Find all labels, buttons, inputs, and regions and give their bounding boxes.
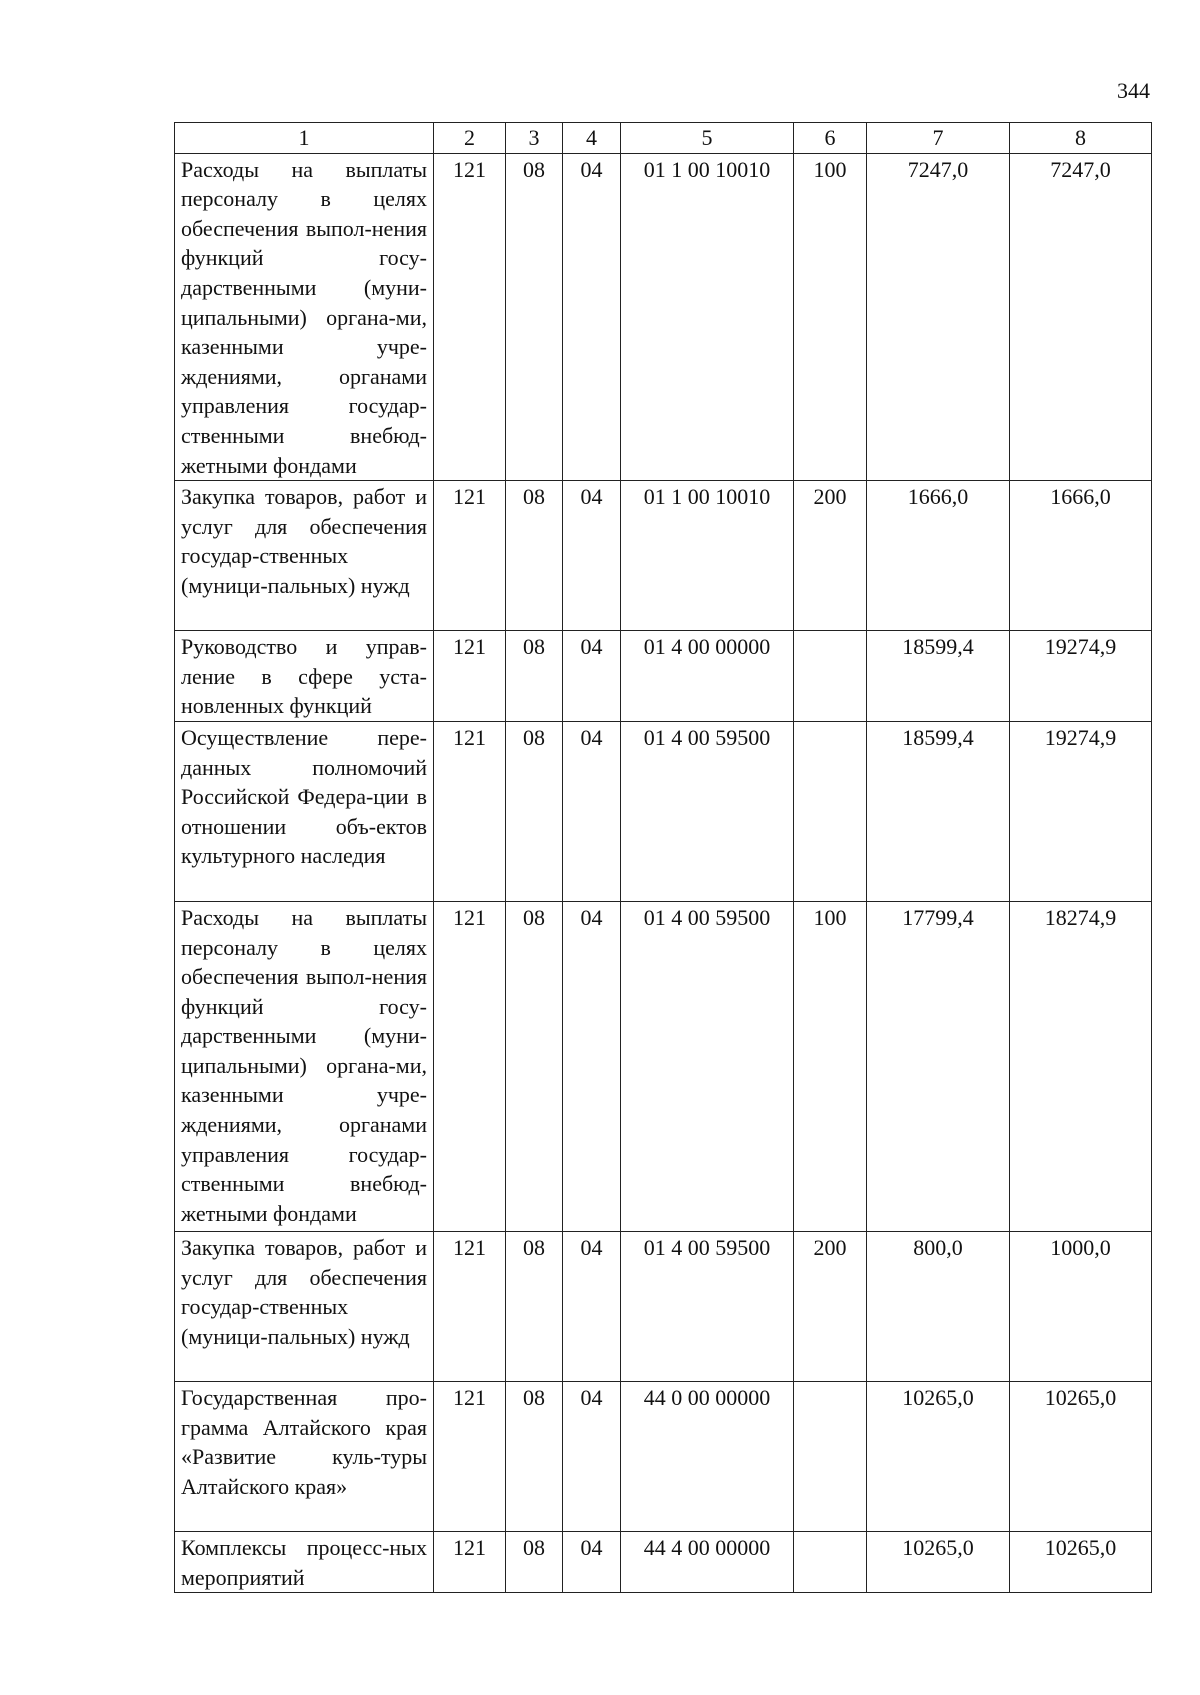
cell-subsection: 04 — [563, 721, 621, 901]
cell-expense-type: 200 — [794, 481, 867, 631]
cell-amount-year2: 10265,0 — [1010, 1381, 1152, 1531]
column-header: 5 — [621, 123, 794, 154]
cell-amount-year2: 1666,0 — [1010, 481, 1152, 631]
cell-target-article: 01 4 00 59500 — [621, 1231, 794, 1381]
cell-section: 08 — [506, 481, 563, 631]
cell-amount-year2: 19274,9 — [1010, 721, 1152, 901]
table-row — [175, 481, 1152, 631]
cell-subsection: 04 — [563, 901, 621, 1231]
cell-section: 08 — [506, 721, 563, 901]
expense-name: Закупка товаров, работ и услуг для обеспечения государ-ственных (муници-пальных) нужд — [175, 1231, 434, 1381]
column-header: 7 — [867, 123, 1010, 154]
cell-target-article: 44 0 00 00000 — [621, 1381, 794, 1531]
cell-ministry-code: 121 — [434, 1531, 506, 1592]
table-row — [175, 1531, 1152, 1592]
cell-amount-year2: 19274,9 — [1010, 631, 1152, 722]
column-header: 1 — [175, 123, 434, 154]
cell-expense-type — [794, 631, 867, 722]
cell-subsection: 04 — [563, 1531, 621, 1592]
expense-name: Руководство и управ-ление в сфере уста-новленных функций — [175, 631, 434, 722]
column-header: 8 — [1010, 123, 1152, 154]
cell-target-article: 44 4 00 00000 — [621, 1531, 794, 1592]
cell-expense-type: 100 — [794, 901, 867, 1231]
page-number: 344 — [1117, 78, 1150, 103]
cell-target-article: 01 4 00 00000 — [621, 631, 794, 722]
cell-amount-year1: 10265,0 — [867, 1381, 1010, 1531]
budget-table — [174, 122, 1152, 1593]
cell-amount-year1: 800,0 — [867, 1231, 1010, 1381]
cell-amount-year2: 10265,0 — [1010, 1531, 1152, 1592]
cell-target-article: 01 4 00 59500 — [621, 901, 794, 1231]
expense-name: Расходы на выплаты персоналу в целях обеспечения выпол-нения функций госу-дарственными (муни-ципальными) органа-ми, казенными учре-ждениями, органами управления государ-ственными внебюд-жетными фондами — [175, 153, 434, 481]
cell-amount-year1: 1666,0 — [867, 481, 1010, 631]
cell-amount-year1: 18599,4 — [867, 631, 1010, 722]
cell-section: 08 — [506, 1231, 563, 1381]
cell-amount-year1: 18599,4 — [867, 721, 1010, 901]
expense-name: Государственная про-грамма Алтайского края «Развитие куль-туры Алтайского края» — [175, 1381, 434, 1531]
table-row — [175, 153, 1152, 481]
cell-expense-type: 200 — [794, 1231, 867, 1381]
expense-name: Закупка товаров, работ и услуг для обеспечения государ-ственных (муници-пальных) нужд — [175, 481, 434, 631]
cell-ministry-code: 121 — [434, 1381, 506, 1531]
cell-subsection: 04 — [563, 1381, 621, 1531]
cell-section: 08 — [506, 1531, 563, 1592]
cell-section: 08 — [506, 1381, 563, 1531]
cell-subsection: 04 — [563, 481, 621, 631]
column-header: 4 — [563, 123, 621, 154]
cell-expense-type — [794, 721, 867, 901]
cell-section: 08 — [506, 631, 563, 722]
table-row — [175, 631, 1152, 722]
cell-expense-type — [794, 1381, 867, 1531]
cell-subsection: 04 — [563, 1231, 621, 1381]
cell-ministry-code: 121 — [434, 721, 506, 901]
table-row — [175, 901, 1152, 1231]
table-row — [175, 1231, 1152, 1381]
expense-name: Осуществление пере-данных полномочий Российской Федера-ции в отношении объ-ектов культурного наследия — [175, 721, 434, 901]
column-header: 2 — [434, 123, 506, 154]
expense-name: Расходы на выплаты персоналу в целях обеспечения выпол-нения функций госу-дарственными (муни-ципальными) органа-ми, казенными учре-ждениями, органами управления государ-ственными внебюд-жетными фондами — [175, 901, 434, 1231]
cell-amount-year2: 7247,0 — [1010, 153, 1152, 481]
column-header: 6 — [794, 123, 867, 154]
cell-subsection: 04 — [563, 631, 621, 722]
table-row — [175, 1381, 1152, 1531]
table-header-row — [175, 123, 1152, 154]
cell-ministry-code: 121 — [434, 1231, 506, 1381]
cell-section: 08 — [506, 153, 563, 481]
cell-ministry-code: 121 — [434, 153, 506, 481]
cell-ministry-code: 121 — [434, 481, 506, 631]
expense-name: Комплексы процесс-ных мероприятий — [175, 1531, 434, 1592]
cell-expense-type: 100 — [794, 153, 867, 481]
cell-ministry-code: 121 — [434, 901, 506, 1231]
cell-amount-year2: 18274,9 — [1010, 901, 1152, 1231]
cell-target-article: 01 1 00 10010 — [621, 481, 794, 631]
cell-amount-year2: 1000,0 — [1010, 1231, 1152, 1381]
cell-target-article: 01 1 00 10010 — [621, 153, 794, 481]
cell-section: 08 — [506, 901, 563, 1231]
cell-amount-year1: 17799,4 — [867, 901, 1010, 1231]
column-header: 3 — [506, 123, 563, 154]
cell-target-article: 01 4 00 59500 — [621, 721, 794, 901]
cell-expense-type — [794, 1531, 867, 1592]
cell-amount-year1: 7247,0 — [867, 153, 1010, 481]
cell-amount-year1: 10265,0 — [867, 1531, 1010, 1592]
cell-subsection: 04 — [563, 153, 621, 481]
table-row — [175, 721, 1152, 901]
cell-ministry-code: 121 — [434, 631, 506, 722]
